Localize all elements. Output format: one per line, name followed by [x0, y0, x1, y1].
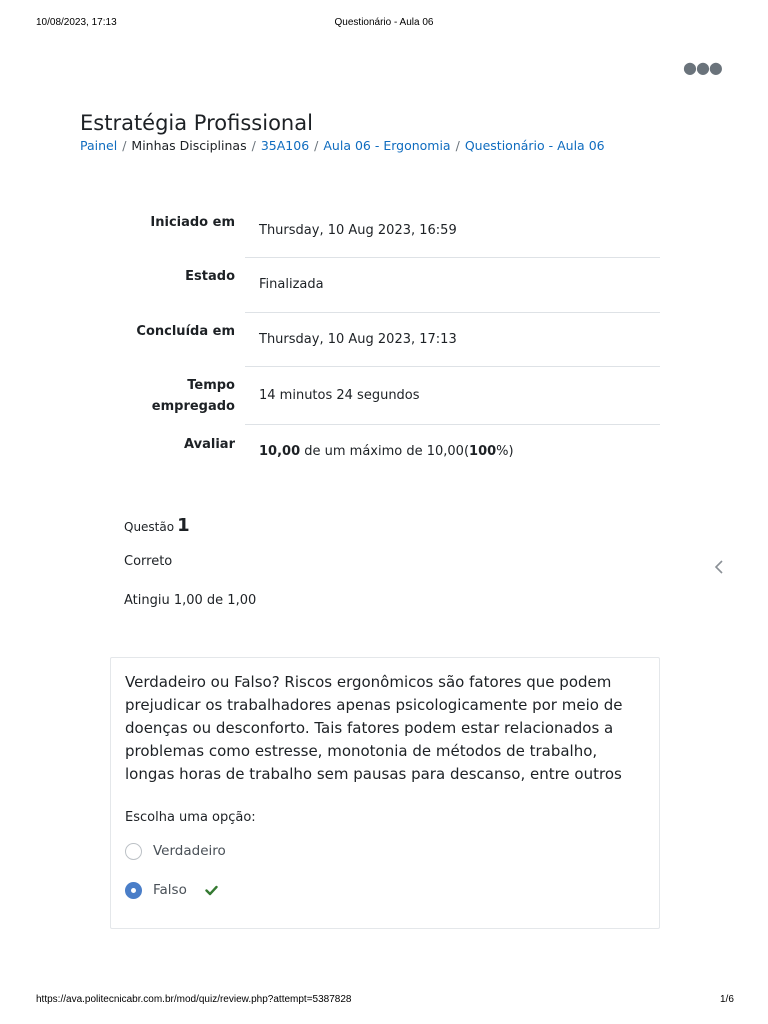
completed-label: Concluída em [136, 324, 235, 339]
question-number-label [124, 515, 190, 536]
breadcrumb-separator: / [455, 138, 460, 153]
answer-option-label: Falso [153, 882, 187, 898]
time-label-line-2: empregado [151, 399, 235, 414]
row-divider [245, 312, 660, 313]
grade-value [259, 441, 514, 462]
question-text: Verdadeiro ou Falso? Riscos ergonômicos são fatores que podem prejudicar os trabalhadores apenas psicologicamente por meio de doenças ou desconforto. Tais fatores podem estar relacionados a problemas como estresse, monotonia de métodos de trabalho, longas horas de trabalho sem pausas para descanso, entre outros [125, 673, 623, 783]
completed-value: Thursday, 10 Aug 2023, 17:13 [259, 332, 457, 347]
grade-percent-suffix: %) [496, 444, 514, 459]
breadcrumb-item-painel[interactable]: Painel [80, 138, 118, 153]
print-datetime: 10/08/2023, 17:13 [36, 17, 117, 28]
print-doc-title: Questionário - Aula 06 [334, 17, 434, 28]
breadcrumb-item-minhas-disciplinas: Minhas Disciplinas [131, 138, 247, 153]
grade-max-text: de um máximo de 10,00( [300, 444, 470, 459]
state-label: Estado [185, 269, 235, 284]
ellipsis-icon[interactable]: ●●● [683, 58, 722, 77]
question-state: Correto [124, 554, 173, 569]
started-label: Iniciado em [150, 215, 235, 230]
answer-option-label: Verdadeiro [153, 843, 226, 859]
grade-score: 10,00 [259, 444, 301, 459]
question-word: Questão [124, 520, 175, 534]
grade-percent: 100 [469, 444, 497, 459]
grade-label: Avaliar [184, 437, 235, 452]
time-value: 14 minutos 24 segundos [259, 388, 420, 403]
breadcrumb-separator: / [122, 138, 127, 153]
time-label [80, 375, 235, 417]
breadcrumb-item-section[interactable]: Aula 06 - Ergonomia [323, 138, 451, 153]
answer-option-falso[interactable] [125, 879, 218, 901]
answer-option-verdadeiro[interactable] [125, 840, 226, 862]
breadcrumb-separator: / [251, 138, 256, 153]
question-content-box [110, 657, 660, 929]
print-page-number: 1/6 [720, 994, 734, 1005]
breadcrumb [80, 138, 605, 153]
radio-button[interactable] [125, 843, 142, 860]
row-divider [245, 366, 660, 367]
page-title: Estratégia Profissional [80, 111, 313, 135]
breadcrumb-separator: / [314, 138, 319, 153]
checkmark-icon [205, 885, 218, 896]
row-divider [245, 257, 660, 258]
print-url: https://ava.politecnicabr.com.br/mod/quiz/review.php?attempt=5387828 [36, 994, 352, 1005]
answer-prompt: Escolha uma opção: [125, 810, 256, 825]
breadcrumb-item-quiz[interactable]: Questionário - Aula 06 [464, 138, 605, 153]
radio-button-selected[interactable] [125, 882, 142, 899]
question-number: 1 [177, 515, 190, 536]
time-label-line-1: Tempo [187, 378, 235, 393]
row-divider [245, 424, 660, 425]
breadcrumb-item-course-code[interactable]: 35A106 [260, 138, 310, 153]
started-value: Thursday, 10 Aug 2023, 16:59 [259, 223, 457, 238]
question-mark: Atingiu 1,00 de 1,00 [124, 593, 257, 608]
chevron-left-icon[interactable] [714, 556, 724, 580]
state-value: Finalizada [259, 277, 324, 292]
